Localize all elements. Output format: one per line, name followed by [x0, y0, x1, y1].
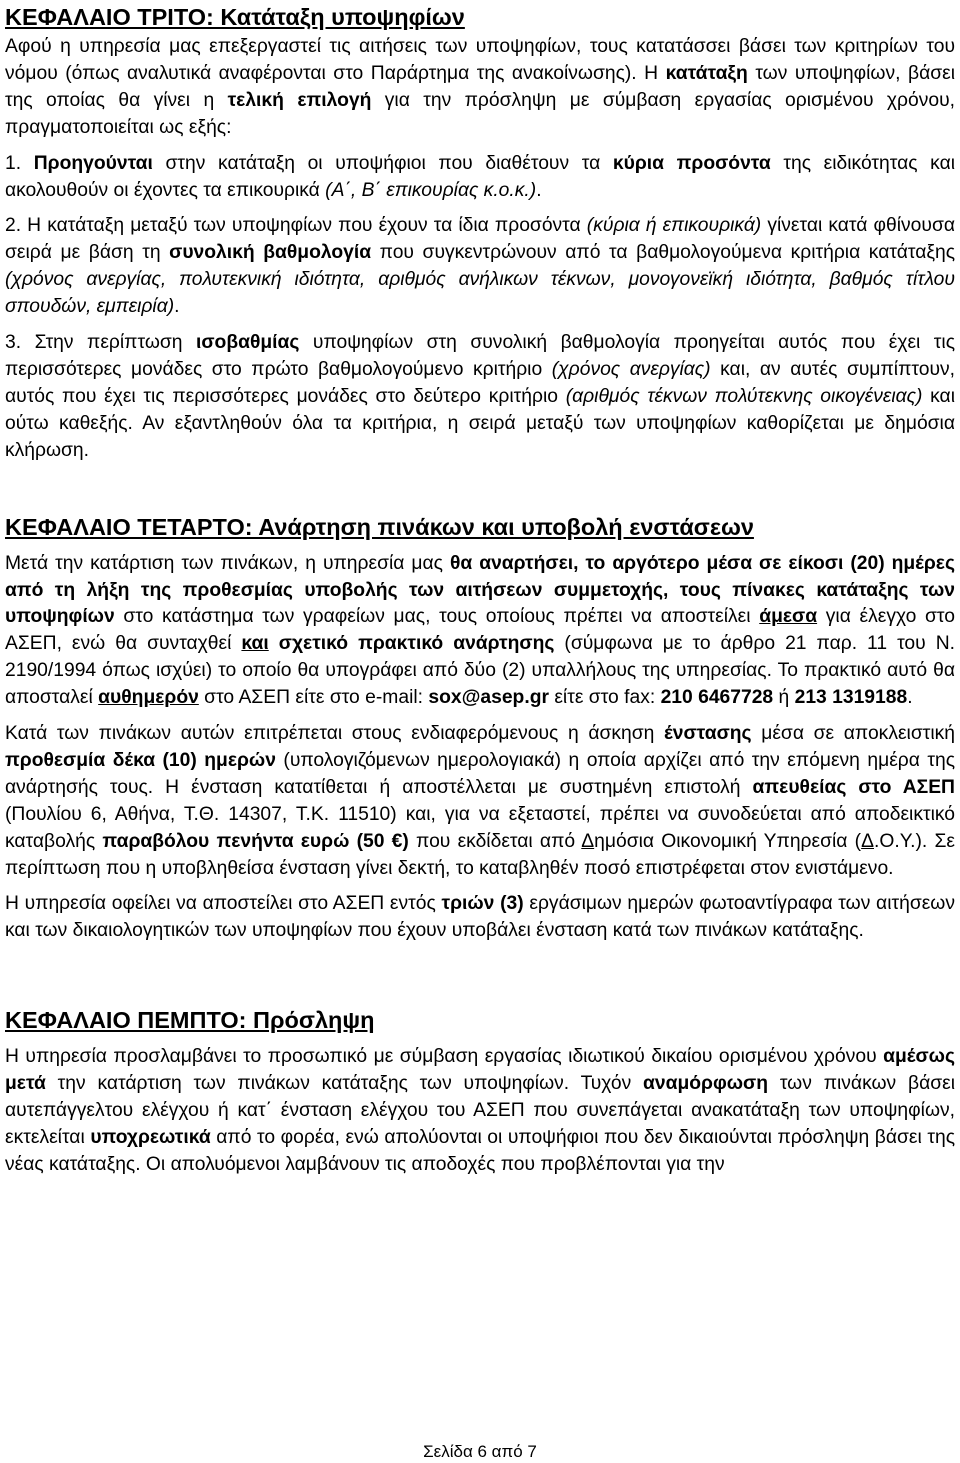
chapter4-paragraph-2: Κατά των πινάκων αυτών επιτρέπεται στους ενδιαφερόμενους η άσκηση ένστασης μέσα σε αποκλειστική προθεσμία δέκα (10) ημερών (υπολογιζόμενων ημερολογιακά) η οποία αρχίζει από την επόμενη ημέρα της ανάρτησής τους. Η ένσταση κατατίθεται ή αποστέλλεται με συστημένη επιστολή απευθείας στο ΑΣΕΠ (Πουλίου 6, Αθήνα, Τ.Θ. 14307, Τ.Κ. 11510) και, για να εξεταστεί, πρέπει να συνοδεύεται από αποδεικτικό καταβολής παραβόλου πενήντα ευρώ (50 €) που εκδίδεται από Δημόσια Οικονομική Υπηρεσία (Δ.Ο.Υ.). Σε περίπτωση που η υποβληθείσα ένσταση γίνει δεκτή, το καταβληθέν ποσό επιστρέφεται στον ενιστάμενο. [5, 723, 955, 879]
fax-number-2: 213 1319188 [794, 687, 908, 709]
chapter4-heading: ΚΕΦΑΛΑΙΟ ΤΕΤΑΡΤΟ: Ανάρτηση πινάκων και υποβολή ενστάσεων [5, 513, 754, 540]
chapter4-paragraph-3: Η υπηρεσία οφείλει να αποστείλει στο ΑΣΕΠ εντός τριών (3) εργάσιμων ημερών φωτοαντίγραφα των αιτήσεων και των δικαιολογητικών των υποψηφίων που έχουν υποβάλει ένσταση κατά των πινάκων κατάταξης. [5, 893, 956, 942]
email-address: sox@asep.gr [428, 687, 549, 709]
chapter3-item-3: 3. Στην περίπτωση ισοβαθμίας υποψηφίων στη συνολική βαθμολογία προηγείται αυτός που έχει τις περισσότερες μονάδες στο πρώτο βαθμολογούμενο κριτήριο (χρόνος ανεργίας) και, αν αυτές συμπίπτουν, αυτός που έχει τις περισσότερες μονάδες στο δεύτερο κριτήριο (αριθμός τέκνων πολύτεκνης οικογένειας) και ούτω καθεξής. Αν εξαντληθούν όλα τα κριτήρια, η σειρά μεταξύ των υποψηφίων καθορίζεται με δημόσια κλήρωση. [5, 332, 956, 461]
chapter4-paragraph-1: Μετά την κατάρτιση των πινάκων, η υπηρεσία μας θα αναρτήσει, το αργότερο μέσα σε είκοσι (20) ημέρες από τη λήξη της προθεσμίας υποβολής των αιτήσεων συμμετοχής, τους πίνακες κατάταξης των υποψηφίων στο κατάστημα των γραφείων μας, τους οποίους πρέπει να αποστείλει άμεσα για έλεγχο στο ΑΣΕΠ, ενώ θα συνταχθεί και σχετικό πρακτικό ανάρτησης (σύμφωνα με το άρθρο 21 παρ. 11 του Ν. 2190/1994 όπως ισχύει) το οποίο θα υπογράφει από δύο (2) υπαλλήλους της υπηρεσίας. Το πρακτικό αυτό θα αποσταλεί αυθημερόν στο ΑΣΕΠ είτε στο e-mail: sox@asep.gr είτε στο fax: 210 6467728 ή 213 1319188. [5, 552, 955, 709]
fax-number-1: 210 6467728 [660, 687, 774, 709]
document-page [5, 0, 955, 1179]
chapter3-heading: ΚΕΦΑΛΑΙΟ ΤΡΙΤΟ: Κατάταξη υποψηφίων [5, 4, 465, 30]
page-number-footer: Σελίδα 6 από 7 [423, 1442, 537, 1461]
chapter3-item-1: 1. Προηγούνται στην κατάταξη οι υποψήφιοι που διαθέτουν τα κύρια προσόντα της ειδικότητας και ακολουθούν οι έχοντες τα επικουρικά (Α΄, Β΄ επικουρίας κ.ο.κ.). [5, 152, 956, 201]
chapter5-heading: ΚΕΦΑΛΑΙΟ ΠΕΜΠΤΟ: Πρόσληψη [5, 1007, 375, 1034]
chapter5-paragraph-1: Η υπηρεσία προσλαμβάνει το προσωπικό με σύμβαση εργασίας ιδιωτικού δικαίου ορισμένου χρόνου αμέσως μετά την κατάρτιση των πινάκων κατάταξης των υποψηφίων. Τυχόν αναμόρφωση των πινάκων βάσει αυτεπάγγελτου ελέγχου ή κατ΄ ένσταση ελέγχου του ΑΣΕΠ που συνεπάγεται ανακατάταξη των υποψηφίων, εκτελείται υποχρεωτικά από το φορέα, ενώ απολύονται οι υποψήφιοι που δεν δικαιούνται πρόσληψη βάσει της νέας κατάταξης. Οι απολυόμενοι λαμβάνουν τις αποδοχές που προβλέπονται για την [5, 1046, 955, 1175]
chapter3-intro: Αφού η υπηρεσία μας επεξεργαστεί τις αιτήσεις των υποψηφίων, τους κατατάσσει βάσει των κριτηρίων του νόμου (όπως αναλυτικά αναφέρονται στο Παράρτημα της ανακοίνωσης). Η κατάταξη των υποψηφίων, βάσει της οποίας θα γίνει η τελική επιλογή για την πρόσληψη με σύμβαση εργασίας ορισμένου χρόνου, πραγματοποιείται ως εξής: [5, 36, 956, 138]
chapter3-item-2: 2. Η κατάταξη μεταξύ των υποψηφίων που έχουν τα ίδια προσόντα (κύρια ή επικουρικά) γίνεται κατά φθίνουσα σειρά με βάση τη συνολική βαθμολογία που συγκεντρώνουν από τα βαθμολογούμενα κριτήρια κατάταξης (χρόνος ανεργίας, πολυτεκνική ιδιότητα, αριθμός ανήλικων τέκνων, μονογονεϊκή ιδιότητα, βαθμός τίτλου σπουδών, εμπειρία). [5, 215, 955, 318]
